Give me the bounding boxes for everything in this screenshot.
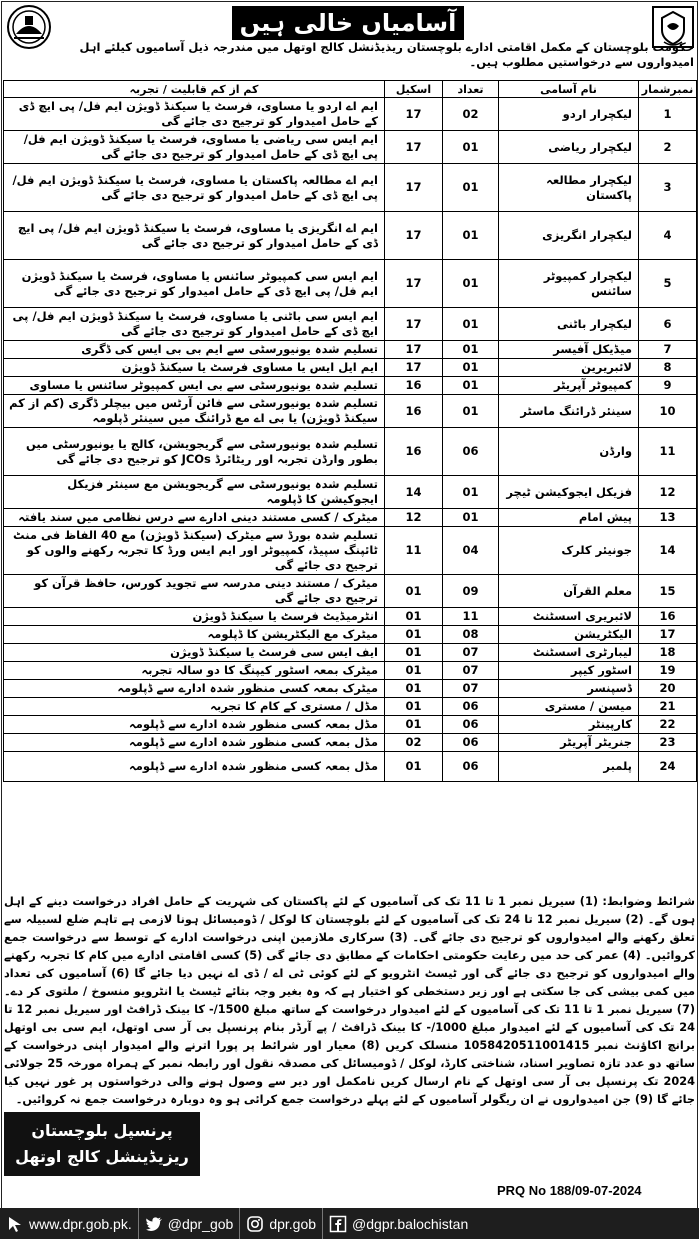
table-row xyxy=(4,509,697,527)
row-serial: 2 xyxy=(639,131,697,164)
row-post-name: پیش امام xyxy=(499,509,639,527)
row-scale: 01 xyxy=(385,575,443,608)
row-post-name: لیکچرار انگریزی xyxy=(499,212,639,260)
row-post-name: سینئر ڈرائنگ ماسٹر xyxy=(499,395,639,428)
row-qualification: ایف ایس سی فرسٹ یا سیکنڈ ڈویژن xyxy=(4,644,385,662)
row-serial: 9 xyxy=(639,377,697,395)
row-qualification: تسلیم شدہ بورڈ سے میٹرک (سیکنڈ ڈویژن) مع 40 الفاظ فی منٹ ٹائپنگ سپیڈ، کمپیوٹر اور ایم ایس ورڈ کا تجربہ رکھنے والوں کو ترجیح دی جائے گی xyxy=(4,527,385,575)
intro-text: حکومت بلوچستان کے مکمل اقامتی ادارے بلوچستان ریذیڈنشل کالج اوتھل میں مندرجہ ذیل آسامیوں کیلئے اہل امیدواروں سے درخواستیں مطلوب ہیں۔ xyxy=(79,40,694,69)
row-post-name: لیکچرار باٹنی xyxy=(499,308,639,341)
row-count: 09 xyxy=(443,575,499,608)
row-qualification: تسلیم شدہ یونیورسٹی سے ایم بی بی ایس کی ڈگری xyxy=(4,341,385,359)
table-row xyxy=(4,341,697,359)
header-scale: اسکیل xyxy=(385,81,443,98)
row-serial: 15 xyxy=(639,575,697,608)
row-post-name: لیکچرار کمپیوٹر سائنس xyxy=(499,260,639,308)
row-post-name: اسٹور کیپر xyxy=(499,662,639,680)
header-qualification: کم از کم قابلیت / تجربہ xyxy=(4,81,385,98)
row-scale: 01 xyxy=(385,752,443,782)
row-post-name: وارڈن xyxy=(499,428,639,476)
row-qualification: ایم ایس سی کمپیوٹر سائنس یا مساوی، فرسٹ یا سیکنڈ ڈویژن ایم فل/ پی ایچ ڈی کے حامل امیدوار کو ترجیح دی جائے گی xyxy=(4,260,385,308)
table-row xyxy=(4,752,697,782)
row-count: 07 xyxy=(443,662,499,680)
table-row xyxy=(4,626,697,644)
row-qualification: ایم ایس سی ریاضی یا مساوی، فرسٹ یا سیکنڈ ڈویژن ایم فل/ پی ایچ ڈی کے حامل امیدوار کو ترجیح دی جائے گی xyxy=(4,131,385,164)
row-serial: 19 xyxy=(639,662,697,680)
row-serial: 10 xyxy=(639,395,697,428)
row-scale: 02 xyxy=(385,734,443,752)
row-count: 06 xyxy=(443,716,499,734)
row-scale: 16 xyxy=(385,377,443,395)
facebook-link[interactable] xyxy=(323,1208,474,1239)
vacancies-table xyxy=(3,80,697,782)
row-qualification: تسلیم شدہ یونیورسٹی سے گریجویشن مع سینئر فزیکل ایجوکیشن کا ڈپلومہ xyxy=(4,476,385,509)
row-qualification: ایم اے اردو یا مساوی، فرسٹ یا سیکنڈ ڈویژن ایم فل/ پی ایچ ڈی کے حامل امیدوار کو ترجیح دی جائے گی xyxy=(4,98,385,131)
row-count: 02 xyxy=(443,98,499,131)
row-qualification: مڈل بمعہ کسی منظور شدہ ادارے سے ڈپلومہ xyxy=(4,734,385,752)
row-qualification: مڈل بمعہ کسی منظور شدہ ادارے سے ڈپلومہ xyxy=(4,716,385,734)
row-qualification: ایم اے مطالعہ پاکستان یا مساوی، فرسٹ یا سیکنڈ ڈویژن ایم فل/ پی ایچ ڈی کے حامل امیدوار کو ترجیح دی جائے گی xyxy=(4,164,385,212)
twitter-handle: @dpr_gob xyxy=(167,1215,234,1232)
terms-and-conditions: شرائط وضوابط: (1) سیریل نمبر 1 تا 11 تک کی آسامیوں کے لئے پاکستان کی شہریت کے حامل افراد درخواست دینے کے اہل ہوں گے۔ (2) سیریل نمبر 12 تا 24 تک کی آسامیوں کے لئے بلوچستان کا لوکل / ڈومیسائل ہونا لازمی ہے تاہم ضلع لسبیلہ سے تعلق رکھنے والے امیدواروں کو ترجیح دی جائے گی۔ (3) سرکاری ملازمین اپنی درخواست ادارے کے توسط سے درخواست جمع کروائیں۔ (4) عمر کی حد میں رعایت حکومتی احکامات کے مطابق دی جائے گی (5) کسی اقامتی ادارے میں کام کا تجربہ رکھنے والے امیدواروں کو ترجیح دی جائے گی اور ٹیسٹ انٹرویو کے لئے کوئی ٹی اے / ڈی اے نہیں دیا جائے گا (6) آسامیوں کی تعداد میں کمی بیشی کی جا سکتی ہے اور زیر دستخطی کو اختیار ہے کہ وہ بغیر وجہ بتائے ٹیسٹ یا انٹرویو منسوخ / ملتوی کر دے۔ (7) سیریل نمبر 1 تا 11 تک کی آسامیوں کے لئے امیدوار درخواست کے ساتھ مبلغ 1500/- کا بینک ڈرافٹ اور سیریل نمبر 12 تا 24 تک کی آسامیوں کے لئے امیدوار مبلغ 1000/- کا بینک ڈرافٹ / پے آرڈر بنام پرنسپل بی آر سی اوتھل، ایم سی بی اوتھل برانچ اکاؤنٹ نمبر 1058420511001415 منسلک کریں (8) معیار اور شرائط پر پورا اترنے والے امیدوار اپنی درخواست کے ساتھ دو عدد تازہ تصاویر اسناد، شناختی کارڈ، لوکل / ڈومیسائل کی مصدقہ نقول اور رابطہ نمبر کے ہمراہ مورخہ 25 جولائی 2024 تک پرنسپل بی آر سی اوتھل کے نام ارسال کریں نامکمل اور دیر سے وصول ہونے والی درخواستوں پر غور نہیں کیا جائے گا (9) جن امیدواروں نے ان ریگولر آسامیوں کے لئے پہلے درخواست جمع کرائی ہو وہ دوبارہ درخواست جمع نہ کروائیں۔ xyxy=(4,895,696,1106)
row-qualification: تسلیم شدہ یونیورسٹی سے فائن آرٹس میں بیچلر ڈگری (کم از کم سیکنڈ ڈویژن) یا بی اے مع ڈرائنگ میں سینئر ڈپلومہ xyxy=(4,395,385,428)
row-scale: 17 xyxy=(385,164,443,212)
table-row xyxy=(4,260,697,308)
row-serial: 12 xyxy=(639,476,697,509)
row-scale: 01 xyxy=(385,716,443,734)
row-post-name: کارپینٹر xyxy=(499,716,639,734)
row-serial: 16 xyxy=(639,608,697,626)
row-serial: 11 xyxy=(639,428,697,476)
table-row xyxy=(4,734,697,752)
table-row xyxy=(4,662,697,680)
row-scale: 01 xyxy=(385,680,443,698)
page-title: آسامیاں خالی ہیں xyxy=(232,6,464,40)
row-qualification: تسلیم شدہ یونیورسٹی سے بی ایس کمپیوٹر سائنس یا مساوی xyxy=(4,377,385,395)
balochistan-residential-college-logo xyxy=(6,4,52,50)
row-post-name: فزیکل ایجوکیشن ٹیچر xyxy=(499,476,639,509)
table-row xyxy=(4,359,697,377)
table-row xyxy=(4,308,697,341)
table-header-row xyxy=(4,81,697,98)
cursor-icon xyxy=(6,1215,24,1233)
table-row xyxy=(4,164,697,212)
instagram-icon xyxy=(246,1215,264,1233)
row-qualification: میٹرک مع الیکٹریشن کا ڈپلومہ xyxy=(4,626,385,644)
row-scale: 01 xyxy=(385,698,443,716)
facebook-icon xyxy=(329,1215,347,1233)
row-qualification: ایم ایل ایس یا مساوی فرسٹ یا سیکنڈ ڈویژن xyxy=(4,359,385,377)
row-serial: 23 xyxy=(639,734,697,752)
table-row xyxy=(4,395,697,428)
row-serial: 5 xyxy=(639,260,697,308)
row-count: 08 xyxy=(443,626,499,644)
row-scale: 12 xyxy=(385,509,443,527)
row-post-name: کمپیوٹر آپریٹر xyxy=(499,377,639,395)
row-serial: 17 xyxy=(639,626,697,644)
row-count: 07 xyxy=(443,644,499,662)
row-qualification: تسلیم شدہ یونیورسٹی سے گریجویشن، کالج یا یونیورسٹی میں بطور وارڈن تجربہ اور ریٹائرڈ JCOs کو ترجیح دی جائے گی xyxy=(4,428,385,476)
row-qualification: ایم ایس سی باٹنی یا مساوی، فرسٹ یا سیکنڈ ڈویژن ایم فل/ پی ایچ ڈی کے حامل امیدوار کو ترجیح دی جائے گی xyxy=(4,308,385,341)
row-scale: 16 xyxy=(385,395,443,428)
row-scale: 17 xyxy=(385,212,443,260)
table-row xyxy=(4,644,697,662)
row-scale: 17 xyxy=(385,260,443,308)
row-post-name: جنریٹر آپریٹر xyxy=(499,734,639,752)
facebook-handle: @dgpr.balochistan xyxy=(352,1215,469,1232)
table-row xyxy=(4,212,697,260)
row-serial: 13 xyxy=(639,509,697,527)
row-count: 01 xyxy=(443,131,499,164)
row-qualification: ایم اے انگریزی یا مساوی، فرسٹ یا سیکنڈ ڈویژن ایم فل/ پی ایچ ڈی کے حامل امیدوار کو ترجیح دی جائے گی xyxy=(4,212,385,260)
row-post-name: الیکٹریشن xyxy=(499,626,639,644)
row-serial: 4 xyxy=(639,212,697,260)
row-count: 11 xyxy=(443,608,499,626)
website-text: www.dpr.gob.pk. xyxy=(29,1215,132,1232)
row-qualification: انٹرمیڈیٹ فرسٹ یا سیکنڈ ڈویژن xyxy=(4,608,385,626)
instagram-link[interactable] xyxy=(240,1208,323,1239)
table-row xyxy=(4,716,697,734)
row-count: 01 xyxy=(443,260,499,308)
header-serial: نمبرشمار xyxy=(639,81,697,98)
row-post-name: جونیئر کلرک xyxy=(499,527,639,575)
table-row xyxy=(4,575,697,608)
row-count: 04 xyxy=(443,527,499,575)
row-count: 01 xyxy=(443,377,499,395)
table-row xyxy=(4,476,697,509)
table-row xyxy=(4,608,697,626)
website-link[interactable] xyxy=(0,1208,139,1239)
row-post-name: ڈسپنسر xyxy=(499,680,639,698)
table-row xyxy=(4,680,697,698)
row-post-name: میڈیکل آفیسر xyxy=(499,341,639,359)
row-scale: 17 xyxy=(385,131,443,164)
row-serial: 22 xyxy=(639,716,697,734)
row-count: 06 xyxy=(443,698,499,716)
footer-bar xyxy=(0,1208,699,1239)
row-count: 01 xyxy=(443,308,499,341)
row-count: 01 xyxy=(443,509,499,527)
row-post-name: میسن / مستری xyxy=(499,698,639,716)
table-row xyxy=(4,698,697,716)
row-serial: 3 xyxy=(639,164,697,212)
row-post-name: لیکچرار ریاضی xyxy=(499,131,639,164)
row-serial: 7 xyxy=(639,341,697,359)
row-count: 06 xyxy=(443,752,499,782)
principal-signature-box xyxy=(4,1112,200,1176)
row-serial: 14 xyxy=(639,527,697,575)
table-row xyxy=(4,428,697,476)
table-row xyxy=(4,377,697,395)
table-row xyxy=(4,527,697,575)
row-serial: 21 xyxy=(639,698,697,716)
row-scale: 01 xyxy=(385,662,443,680)
row-scale: 17 xyxy=(385,98,443,131)
row-count: 01 xyxy=(443,395,499,428)
row-qualification: مڈل بمعہ کسی منظور شدہ ادارے سے ڈپلومہ xyxy=(4,752,385,782)
row-count: 06 xyxy=(443,734,499,752)
row-post-name: لیکچرار اردو xyxy=(499,98,639,131)
row-serial: 20 xyxy=(639,680,697,698)
row-scale: 16 xyxy=(385,428,443,476)
twitter-icon xyxy=(145,1215,163,1233)
header-count: تعداد xyxy=(443,81,499,98)
row-qualification: میٹرک / کسی مستند دینی ادارے سے درس نظامی میں سند یافتہ xyxy=(4,509,385,527)
row-serial: 18 xyxy=(639,644,697,662)
college-name: ریزیڈینشل کالج اوتھل xyxy=(15,1147,189,1166)
row-scale: 01 xyxy=(385,644,443,662)
row-qualification: میٹرک بمعہ کسی منظور شدہ ادارے سے ڈپلومہ xyxy=(4,680,385,698)
row-count: 01 xyxy=(443,476,499,509)
row-count: 07 xyxy=(443,680,499,698)
row-scale: 17 xyxy=(385,308,443,341)
row-post-name: معلم القرآن xyxy=(499,575,639,608)
row-scale: 17 xyxy=(385,359,443,377)
row-count: 01 xyxy=(443,359,499,377)
row-serial: 6 xyxy=(639,308,697,341)
row-scale: 14 xyxy=(385,476,443,509)
table-row xyxy=(4,98,697,131)
row-qualification: مڈل / مستری کے کام کا تجربہ xyxy=(4,698,385,716)
row-post-name: لیبارٹری اسسٹنٹ xyxy=(499,644,639,662)
principal-title: پرنسپل بلوچستان xyxy=(31,1121,173,1140)
row-post-name: لائبریری اسسٹنٹ xyxy=(499,608,639,626)
twitter-link[interactable] xyxy=(139,1208,241,1239)
row-count: 01 xyxy=(443,212,499,260)
header xyxy=(0,0,699,69)
row-serial: 1 xyxy=(639,98,697,131)
row-count: 01 xyxy=(443,164,499,212)
row-qualification: میٹرک / مستند دینی مدرسہ سے تجوید کورس، حافظ قرآن کو ترجیح دی جائے گی xyxy=(4,575,385,608)
header-post-name: نام آسامی xyxy=(499,81,639,98)
row-post-name: لیکچرار مطالعہ پاکستان xyxy=(499,164,639,212)
row-count: 01 xyxy=(443,341,499,359)
row-scale: 17 xyxy=(385,341,443,359)
instagram-handle: dpr.gob xyxy=(269,1215,317,1232)
row-serial: 24 xyxy=(639,752,697,782)
row-post-name: لائبریرین xyxy=(499,359,639,377)
row-post-name: پلمبر xyxy=(499,752,639,782)
row-serial: 8 xyxy=(639,359,697,377)
row-scale: 01 xyxy=(385,608,443,626)
row-scale: 01 xyxy=(385,626,443,644)
prq-number: PRQ No 188/09-07-2024 xyxy=(497,1183,642,1198)
row-scale: 11 xyxy=(385,527,443,575)
table-row xyxy=(4,131,697,164)
row-count: 06 xyxy=(443,428,499,476)
row-qualification: میٹرک بمعہ اسٹور کیپنگ کا دو سالہ تجربہ xyxy=(4,662,385,680)
